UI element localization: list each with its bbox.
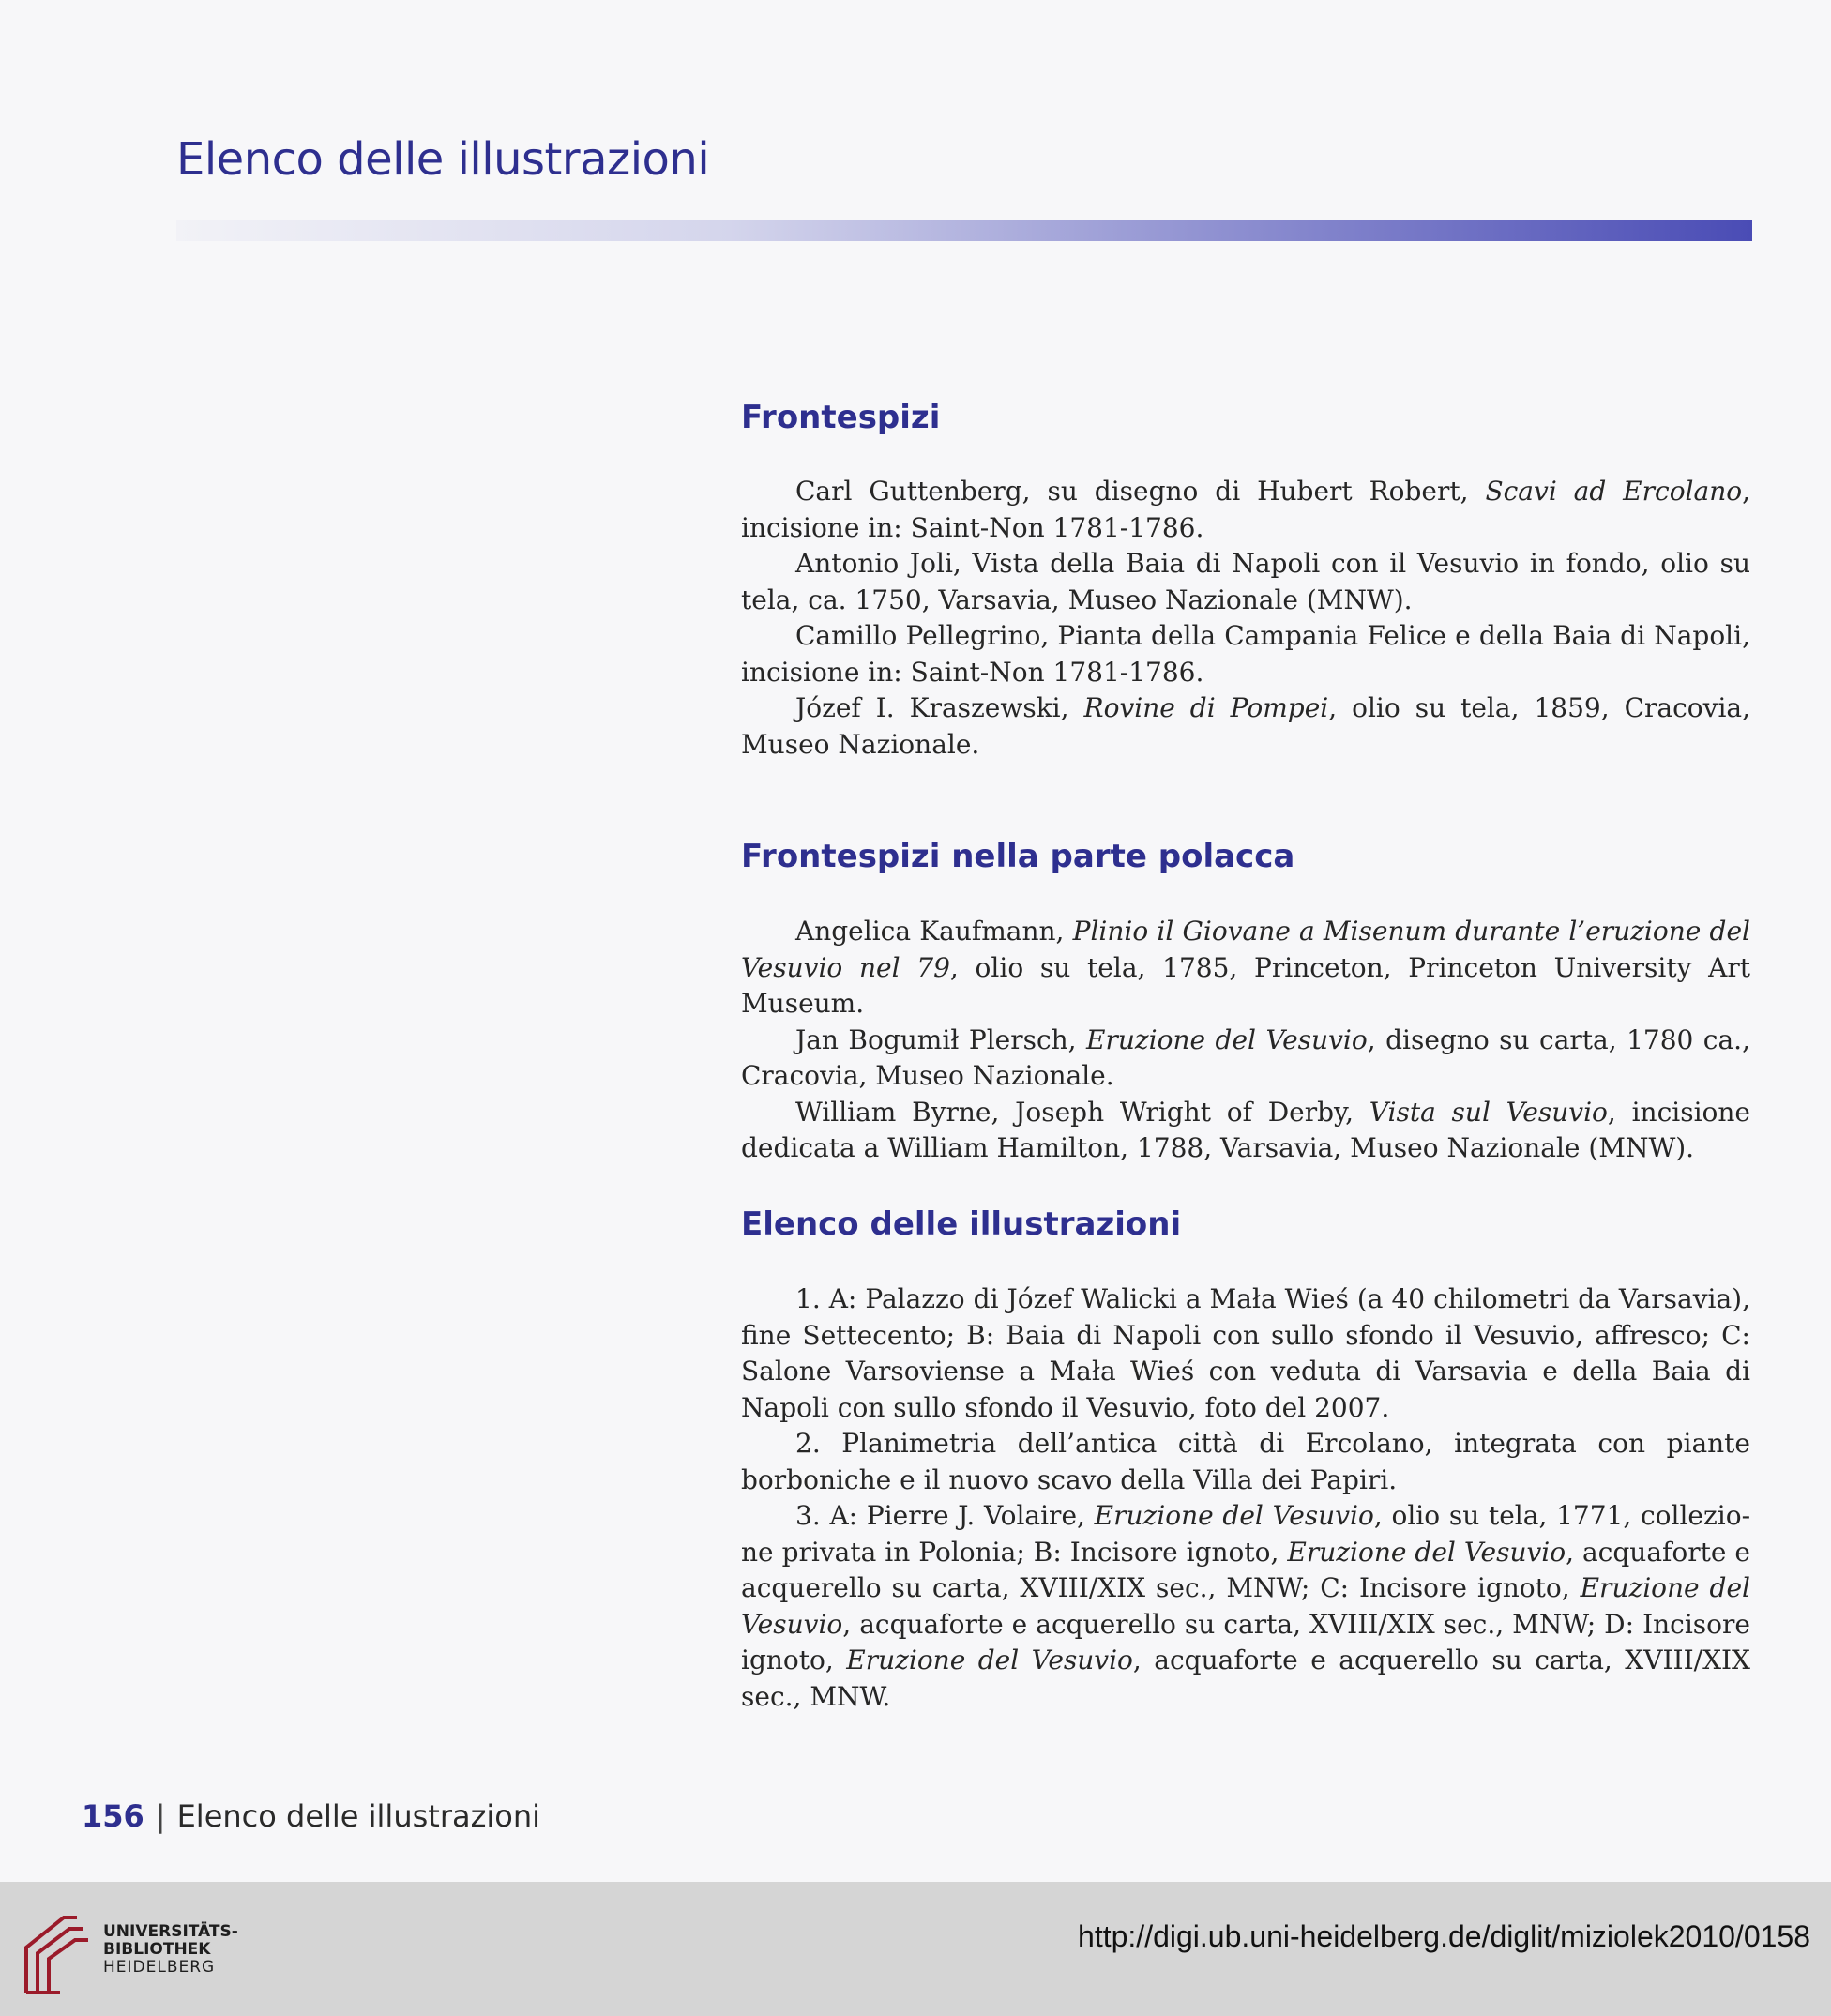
entry-text: , olio su tela, 1771, collezione privata in Polonia; B: Incisore ignoto, (741, 1500, 1751, 1568)
entry-text: Camillo Pellegrino, Pianta della Campania Felice e della Baia di Napoli, incisione in: Saint-Non 1781-1786. (741, 620, 1750, 688)
entry-paragraph (741, 546, 1750, 618)
page-number: 156 (82, 1798, 144, 1834)
entry-text: , acquaforte e acquerello su carta, XVIII/XIX sec., MNW; D: Incisore ignoto, (741, 1608, 1750, 1675)
entry-text: Antonio Joli, Vista della Baia di Napoli con il Vesuvio in fondo, olio su tela, ca. 1750, Varsavia, Museo Nazionale (MNW). (741, 548, 1750, 615)
entry-paragraph (741, 1023, 1750, 1095)
entry-paragraph (741, 1095, 1750, 1167)
entry-paragraph (741, 690, 1750, 763)
entry-title-italic: Plinio il Giovane a Misenum durante l’eruzione del Vesuvio nel 79 (741, 916, 1750, 983)
entry-paragraph (741, 1426, 1750, 1498)
entry-paragraph (741, 914, 1750, 1023)
entry-text: , disegno su carta, 1780 ca., Cracovia, Museo Nazionale. (741, 1023, 1750, 1091)
entry-title-italic: Scavi ad Ercolano (1485, 476, 1743, 507)
entry-text: 2. Planimetria dell’antica città di Ercolano, integrata con piante borboniche e il nuovo scavo della Villa dei Papiri. (741, 1428, 1750, 1495)
entry-paragraph (741, 474, 1750, 546)
entry-text: , incisione dedicata a William Hamilton, 1788, Varsavia, Museo Nazionale (MNW). (741, 1096, 1750, 1163)
entry-text: , incisione in: Saint-Non 1781-1786. (741, 476, 1750, 543)
entry-title-italic: Eruzione del Vesuvio (1287, 1536, 1566, 1568)
entry-title-italic: Rovine di Pompei (1083, 692, 1329, 723)
page-footer (82, 1798, 540, 1834)
library-logo-icon (19, 1910, 103, 1999)
running-title: Elenco delle illustrazioni (176, 1798, 541, 1834)
section-body-elenco (741, 1281, 1750, 1715)
entry-title-italic: Eruzione del Vesuvio (1094, 1500, 1374, 1531)
entry-text: , olio su tela, 1859, Cracovia, Museo Nazionale. (741, 692, 1750, 760)
entry-text: 3. A: Pierre J. Volaire, (795, 1500, 1095, 1531)
entry-title-italic: Eruzione del Vesuvio (846, 1645, 1133, 1675)
page-title: Elenco delle illustrazioni (176, 133, 710, 186)
entry-text: 1. A: Palazzo di Józef Walicki a Mała Wieś (a 40 chilometri da Varsavia), fine Settecento; B: Baia di Napoli con sullo sfondo il Vesuvio, affresco; C: Salone Varsoviense a Mała Wieś con veduta di Varsavia e della Baia di Napoli con sullo sfondo il Vesuvio, foto del 2007. (741, 1283, 1750, 1423)
section-title-frontespizi-polacca: Frontespizi nella parte polacca (741, 838, 1295, 875)
source-url-link[interactable]: http://digi.ub.uni-heidelberg.de/diglit/miziolek2010/0158 (1078, 1919, 1810, 1953)
entry-title-italic: Eruzione del Vesuvio (741, 1572, 1750, 1640)
entry-text: William Byrne, Joseph Wright of Derby, (795, 1096, 1369, 1128)
entry-text: Carl Guttenberg, su disegno di Hubert Robert, (795, 476, 1486, 507)
library-name-line2: BIBLIOTHEK (103, 1940, 211, 1959)
library-name-line3: HEIDELBERG (103, 1958, 216, 1977)
entry-text: Józef I. Kraszewski, (795, 692, 1084, 723)
entry-text: Jan Bogumił Plersch, (795, 1023, 1087, 1055)
library-name-line1: UNIVERSITÄTS- (103, 1922, 238, 1941)
entry-paragraph (741, 618, 1750, 690)
library-name (103, 1923, 238, 1977)
entry-title-italic: Eruzione del Vesuvio (1086, 1023, 1368, 1055)
title-rule (176, 220, 1752, 241)
entry-text: , acquaforte e acquerello su carta, XVIII/XIX sec., MNW. (741, 1645, 1750, 1712)
section-body-frontespizi-polacca (741, 914, 1750, 1167)
section-body-frontespizi (741, 474, 1750, 763)
entry-title-italic: Vista sul Vesuvio (1369, 1096, 1608, 1128)
entry-paragraph (741, 1498, 1750, 1715)
entry-paragraph (741, 1281, 1750, 1426)
footer-separator: | (155, 1798, 166, 1834)
entry-text: , olio su tela, 1785, Princeton, Princeton University Art Museum. (741, 951, 1750, 1019)
library-bar (0, 1882, 1831, 2016)
entry-text: , acquaforte e acquerello su carta, XVIII/XIX sec., MNW; C: Incisore ignoto, (741, 1536, 1751, 1603)
section-title-frontespizi: Frontespizi (741, 399, 941, 436)
entry-text: Angelica Kaufmann, (795, 916, 1073, 947)
section-title-elenco: Elenco delle illustrazioni (741, 1205, 1182, 1243)
